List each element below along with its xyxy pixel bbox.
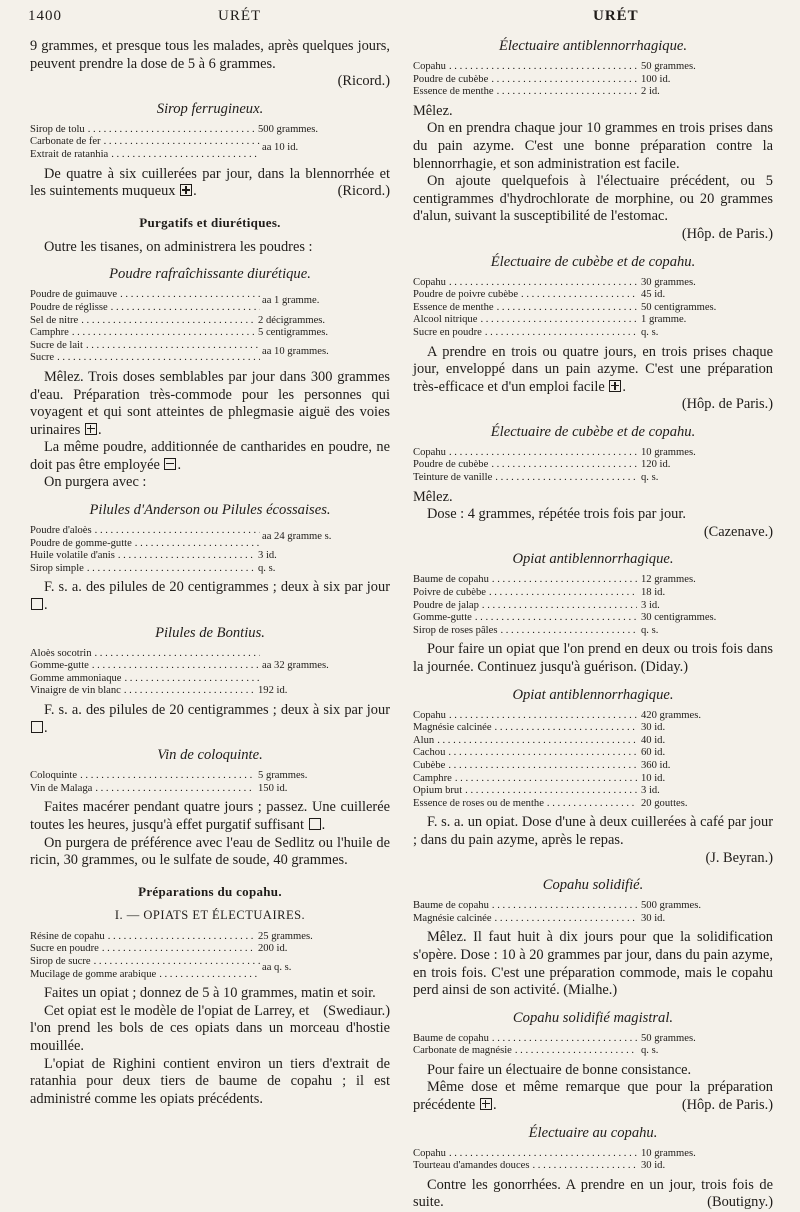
recipe-list: [30, 648, 390, 698]
recipe-text: On en prendra chaque jour 10 grammes en trois prises dans du pain azyme. C'est une bonne préparation contre la blennorrhagie, et son administration est facile.: [413, 120, 773, 172]
recipe-title: Électuaire de cubèbe et de copahu.: [490, 423, 696, 440]
recipe-title: Copahu solidifié.: [542, 877, 644, 894]
ingredient-row: Mucilage de gomme arabique . . .: [30, 969, 260, 982]
brace-group: [30, 525, 390, 550]
ingredient-row: Huile volatile d'anis . . . 3 id.: [30, 550, 390, 563]
ingredient-row: Carbonate de magnésie . . . q. s.: [413, 1045, 773, 1058]
recipe-title: Sirop ferrugineux.: [156, 100, 264, 117]
right-column: [413, 38, 773, 1212]
recipe-list: [413, 61, 773, 99]
recipe-title: Électuaire de cubèbe et de copahu.: [490, 253, 696, 270]
ingredient-row: Cubèbe . . . 360 id.: [413, 760, 773, 773]
ingredient-row: Copahu . . . 10 grammes.: [413, 1148, 773, 1161]
ingredient-row: Alcool nitrique . . . 1 gramme.: [413, 314, 773, 327]
ingredient-row: Essence de menthe . . . 2 id.: [413, 86, 773, 99]
ingredient-row: Magnésie calcinée . . . 30 id.: [413, 913, 773, 926]
recipe-list: [413, 710, 773, 811]
brace-quantity: aa 10 grammes.: [262, 345, 329, 357]
brace-group: [30, 648, 390, 686]
brace-quantity: aa 1 gramme.: [262, 295, 320, 307]
ingredient-row: Baume de copahu . . . 12 grammes.: [413, 574, 773, 587]
plus-box-icon: [85, 423, 97, 435]
ingredient-row: Alun . . . 40 id.: [413, 735, 773, 748]
empty-box-icon: [31, 721, 43, 733]
recipe-text: Cet opiat est le modèle de l'opiat de Larrey, et l'on prend les bols de ces opiats dans un morceau d'hostie mouillée.: [30, 1002, 390, 1054]
recipe-text: On purgera de préférence avec l'eau de Sedlitz ou l'huile de ricin, 30 grammes, ou le sulfate de soude, 40 grammes.: [30, 834, 390, 869]
reference: (Cazenave.): [703, 523, 773, 540]
ingredient-row: Sucre de lait . . .: [30, 340, 260, 353]
ingredient-row: Poudre de réglisse . . .: [30, 302, 260, 315]
ingredient-row: Poudre de cubèbe . . . 100 id.: [413, 74, 773, 87]
brace-group: [30, 136, 390, 161]
recipe-title: Poudre rafraîchissante diurétique.: [109, 266, 311, 283]
recipe-title: Copahu solidifié magistral.: [512, 1009, 674, 1026]
ingredient-row: Copahu . . . 30 grammes.: [413, 277, 773, 290]
ingredient-row: Sirop de tolu . . . 500 grammes.: [30, 124, 390, 137]
recipe-text: Faites un opiat ; donnez de 5 à 10 grammes, matin et soir. (Swediaur.): [44, 985, 390, 1019]
ingredient-row: Sirop de sucre . . .: [30, 956, 260, 969]
ingredient-row: Sucre en poudre . . . 200 id.: [30, 943, 390, 956]
recipe-title: Pilules d'Anderson ou Pilules écossaises.: [89, 502, 331, 519]
recipe-text: F. s. a. des pilules de 20 centigrammes ; deux à six par jour .: [30, 579, 390, 614]
recipe-text: Mêlez. Il faut huit à dix jours pour que la solidification s'opère. Dose : 10 à 20 grammes par jour, dans du pain azyme, en trois fois. C'est une préparation commode, mais le copahu perd ainsi de son activité. (Mialhe.): [413, 929, 773, 999]
ingredient-row: Poivre de cubèbe . . . 18 id.: [413, 587, 773, 600]
recipe-title: Électuaire antiblennorrhagique.: [498, 38, 688, 54]
ingredient-row: Magnésie calcinée . . . 30 id.: [413, 722, 773, 735]
recipe-text: Pour faire un opiat que l'on prend en deux ou trois fois dans la journée. Continuez jusqu'à guérison. (Diday.): [413, 641, 773, 675]
section-heading: Purgatifs et diurétiques.: [139, 214, 281, 230]
ingredient-row: Coloquinte . . . 5 grammes.: [30, 770, 390, 783]
brace-quantity: aa 32 grammes.: [262, 659, 329, 671]
ingredient-row: Gomme ammoniaque . . .: [30, 673, 260, 686]
ingredient-row: Tourteau d'amandes douces . . . 30 id.: [413, 1160, 773, 1173]
section-intro: Outre les tisanes, on administrera les poudres :: [44, 238, 313, 255]
subsection-heading: I. — OPIATS ET ÉLECTUAIRES.: [114, 907, 306, 922]
recipe-list: [30, 124, 390, 162]
recipe-text: Dose : 4 grammes, répétée trois fois par jour.: [427, 506, 686, 523]
ingredient-row: Poudre de cubèbe . . . 120 id.: [413, 459, 773, 472]
ingredient-row: Poudre de jalap . . . 3 id.: [413, 600, 773, 613]
recipe-title: Électuaire au copahu.: [528, 1124, 658, 1141]
ingredient-row: Copahu . . . 420 grammes.: [413, 710, 773, 723]
recipe-list: [413, 574, 773, 637]
ingredient-row: Copahu . . . 50 grammes.: [413, 61, 773, 74]
empty-box-icon: [31, 598, 43, 610]
brace-group: [30, 956, 390, 981]
ingredient-row: Poudre de gomme-gutte . . .: [30, 538, 260, 551]
ingredient-row: Gomme-gutte . . .: [30, 660, 260, 673]
section-heading: Préparations du copahu.: [138, 883, 282, 899]
ingredient-row: Sirop de roses pâles . . . q. s.: [413, 625, 773, 638]
recipe-text: Faites macérer pendant quatre jours ; passez. Une cuillerée toutes les heures, jusqu'à effet purgatif suffisant .: [30, 799, 390, 833]
brace-quantity: aa 24 gramme s.: [262, 531, 332, 543]
ingredient-row: Gomme-gutte . . . 30 centigrammes.: [413, 612, 773, 625]
recipe-title: Vin de coloquinte.: [157, 747, 263, 764]
ingredient-row: Sirop simple . . . q. s.: [30, 563, 390, 576]
ingredient-row: Essence de menthe . . . 50 centigrammes.: [413, 302, 773, 315]
intro-paragraph: 9 grammes, et presque tous les malades, après quelques jours, peuvent prendre la dose de 5 à 6 grammes.: [30, 38, 390, 72]
brace-group: [30, 340, 390, 365]
recipe-text: F. s. a. des pilules de 20 centigrammes ; deux à six par jour .: [30, 702, 390, 737]
ingredient-row: Teinture de vanille . . . q. s.: [413, 472, 773, 485]
recipe-list: [30, 931, 390, 981]
ingredient-row: Opium brut . . . 3 id.: [413, 785, 773, 798]
instruction: Mêlez.: [413, 488, 453, 505]
recipe-text: Contre les gonorrhées. A prendre en un jour, trois fois de suite. (Boutigny.): [413, 1176, 773, 1211]
recipe-list: [413, 1148, 773, 1173]
recipe-text: L'opiat de Righini contient environ un tiers d'extrait de ratanhia pour deux tiers de baume de copahu ; il est administré comme les opiats précédents.: [30, 1055, 390, 1107]
recipe-list: [30, 289, 390, 365]
running-title-right: URÉT: [593, 8, 639, 24]
reference: (Hôp. de Paris.): [681, 396, 773, 413]
recipe-text: De quatre à six cuillerées par jour, dans la blennorrhée et les suintements muqueux . (Ricord.): [30, 165, 390, 200]
ingredient-row: Carbonate de fer . . .: [30, 136, 260, 149]
ingredient-row: Résine de copahu . . . 25 grammes.: [30, 931, 390, 944]
reference: (J. Beyran.): [705, 849, 773, 866]
ingredient-row: Sucre . . .: [30, 352, 260, 365]
ingredient-row: Poudre de guimauve . . .: [30, 289, 260, 302]
plus-box-icon: [180, 184, 192, 196]
recipe-list: [30, 770, 390, 795]
brace-group: [30, 289, 390, 314]
running-title-left: URÉT: [218, 8, 262, 24]
ingredient-row: Vin de Malaga . . . 150 id.: [30, 783, 390, 796]
minus-box-icon: [164, 458, 176, 470]
reference: (Ricord.): [337, 73, 390, 90]
ingredient-row: Baume de copahu . . . 500 grammes.: [413, 900, 773, 913]
recipe-text: Même dose et même remarque que pour la préparation précédente . (Hôp. de Paris.): [413, 1079, 773, 1114]
ingredient-row: Cachou . . . 60 id.: [413, 747, 773, 760]
plus-box-icon: [609, 380, 621, 392]
recipe-list: [30, 525, 390, 575]
recipe-list: [413, 447, 773, 485]
brace-quantity: aa q. s.: [262, 961, 292, 973]
ingredient-row: Poudre de poivre cubèbe . . . 45 id.: [413, 289, 773, 302]
recipe-title: Opiat antiblennorrhagique.: [512, 551, 674, 568]
recipe-text: On ajoute quelquefois à l'électuaire précédent, ou 5 centigrammes d'hydrochlorate de morphine, ou 20 grammes d'alun, suivant la susceptibilité de l'estomac.: [413, 173, 773, 225]
ingredient-row: Essence de roses ou de menthe . . . 20 gouttes.: [413, 798, 773, 811]
recipe-text: F. s. a. un opiat. Dose d'une à deux cuillerées à café par jour ; dans du pain azyme, après le repas.: [413, 814, 773, 848]
plus-box-icon: [480, 1098, 492, 1110]
reference: (Hôp. de Paris.): [681, 225, 773, 242]
recipe-title: Pilules de Bontius.: [155, 624, 265, 641]
instruction: Mêlez.: [413, 102, 453, 119]
ingredient-row: Sel de nitre . . . 2 décigrammes.: [30, 315, 390, 328]
ingredient-row: Aloès socotrin . . .: [30, 648, 260, 661]
ingredient-row: Vinaigre de vin blanc . . . 192 id.: [30, 685, 390, 698]
ingredient-row: Copahu . . . 10 grammes.: [413, 447, 773, 460]
ingredient-row: Sucre en poudre . . . q. s.: [413, 327, 773, 340]
recipe-list: [413, 900, 773, 925]
recipe-text: On purgera avec :: [44, 474, 147, 491]
running-header: [28, 8, 768, 30]
brace-quantity: aa 10 id.: [262, 142, 299, 154]
page-number: 1400: [28, 8, 62, 24]
ingredient-row: Extrait de ratanhia . . .: [30, 149, 260, 162]
ingredient-row: Poudre d'aloès . . .: [30, 525, 260, 538]
recipe-list: [413, 277, 773, 340]
recipe-text: Mêlez. Trois doses semblables par jour dans 300 grammes d'eau. Préparation très-commode pour les personnes qui voyagent et qui sont atteintes de phlegmasie aiguë des voies urinaires .: [30, 368, 390, 438]
ingredient-row: Camphre . . . 10 id.: [413, 773, 773, 786]
empty-box-icon: [309, 818, 321, 830]
ingredient-row: Camphre . . . 5 centigrammes.: [30, 327, 390, 340]
recipe-text: La même poudre, additionnée de cantharides en poudre, ne doit pas être employée .: [30, 439, 390, 473]
left-column: [30, 38, 390, 1108]
recipe-text: Pour faire un électuaire de bonne consistance.: [427, 1061, 692, 1078]
recipe-text: A prendre en trois ou quatre jours, en trois prises chaque jour, enveloppé dans un pain azyme. C'est une préparation très-efficace et d'un emploi facile .: [413, 343, 773, 395]
ingredient-row: Baume de copahu . . . 50 grammes.: [413, 1033, 773, 1046]
recipe-title: Opiat antiblennorrhagique.: [512, 686, 674, 703]
recipe-list: [413, 1033, 773, 1058]
